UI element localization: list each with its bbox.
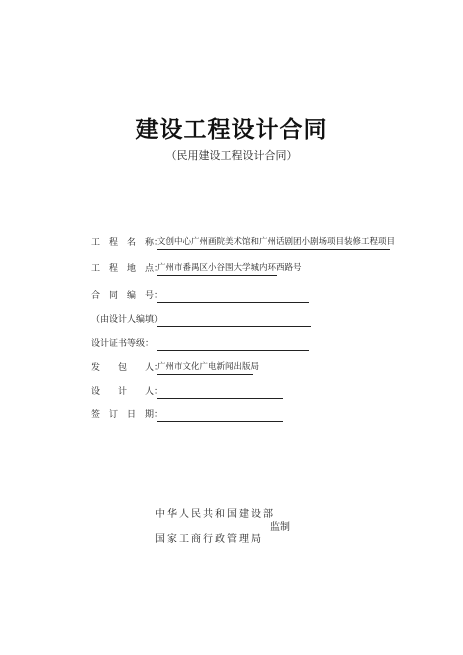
field-label: 合 同 编 号： [91, 291, 164, 301]
field-value: 广州市文化广电新闻出版局 [157, 361, 253, 375]
field-designer-fill-note [91, 313, 311, 327]
field-contract-number [91, 289, 309, 303]
field-value [157, 289, 309, 303]
field-project-location [91, 262, 311, 276]
field-label: 发 包 人： [91, 363, 164, 373]
footer-supervise: 监制 [270, 522, 290, 533]
field-label: （由设计人编填） [91, 315, 164, 325]
field-project-name [91, 236, 396, 250]
document-subtitle: （民用建设工程设计合同） [165, 149, 298, 162]
field-designer [91, 385, 283, 399]
field-label: 工 程 地 点： [91, 264, 164, 274]
field-label: 签 订 日 期： [91, 410, 164, 420]
field-label: 设计证书等级： [91, 339, 155, 349]
field-signing-date [91, 408, 283, 422]
field-label: 工 程 名 称： [91, 238, 164, 248]
field-employer [91, 361, 260, 375]
field-value [157, 385, 283, 399]
field-value: 文创中心广州画院美术馆和广州话剧团小剧场项目装修工程项目 [157, 236, 390, 250]
field-value: 广州市番禺区小谷围大学城内环西路号 [157, 262, 277, 276]
document-title: 建设工程设计合同 [135, 117, 328, 143]
field-value [157, 313, 311, 327]
field-value [157, 408, 283, 422]
footer-administration-industry-commerce: 国家工商行政管理局 [155, 534, 263, 545]
footer-ministry-construction: 中华人民共和国建设部 [155, 509, 275, 520]
field-label: 设 计 人： [91, 387, 164, 397]
field-design-certificate-level [91, 337, 309, 351]
field-value [157, 337, 309, 351]
